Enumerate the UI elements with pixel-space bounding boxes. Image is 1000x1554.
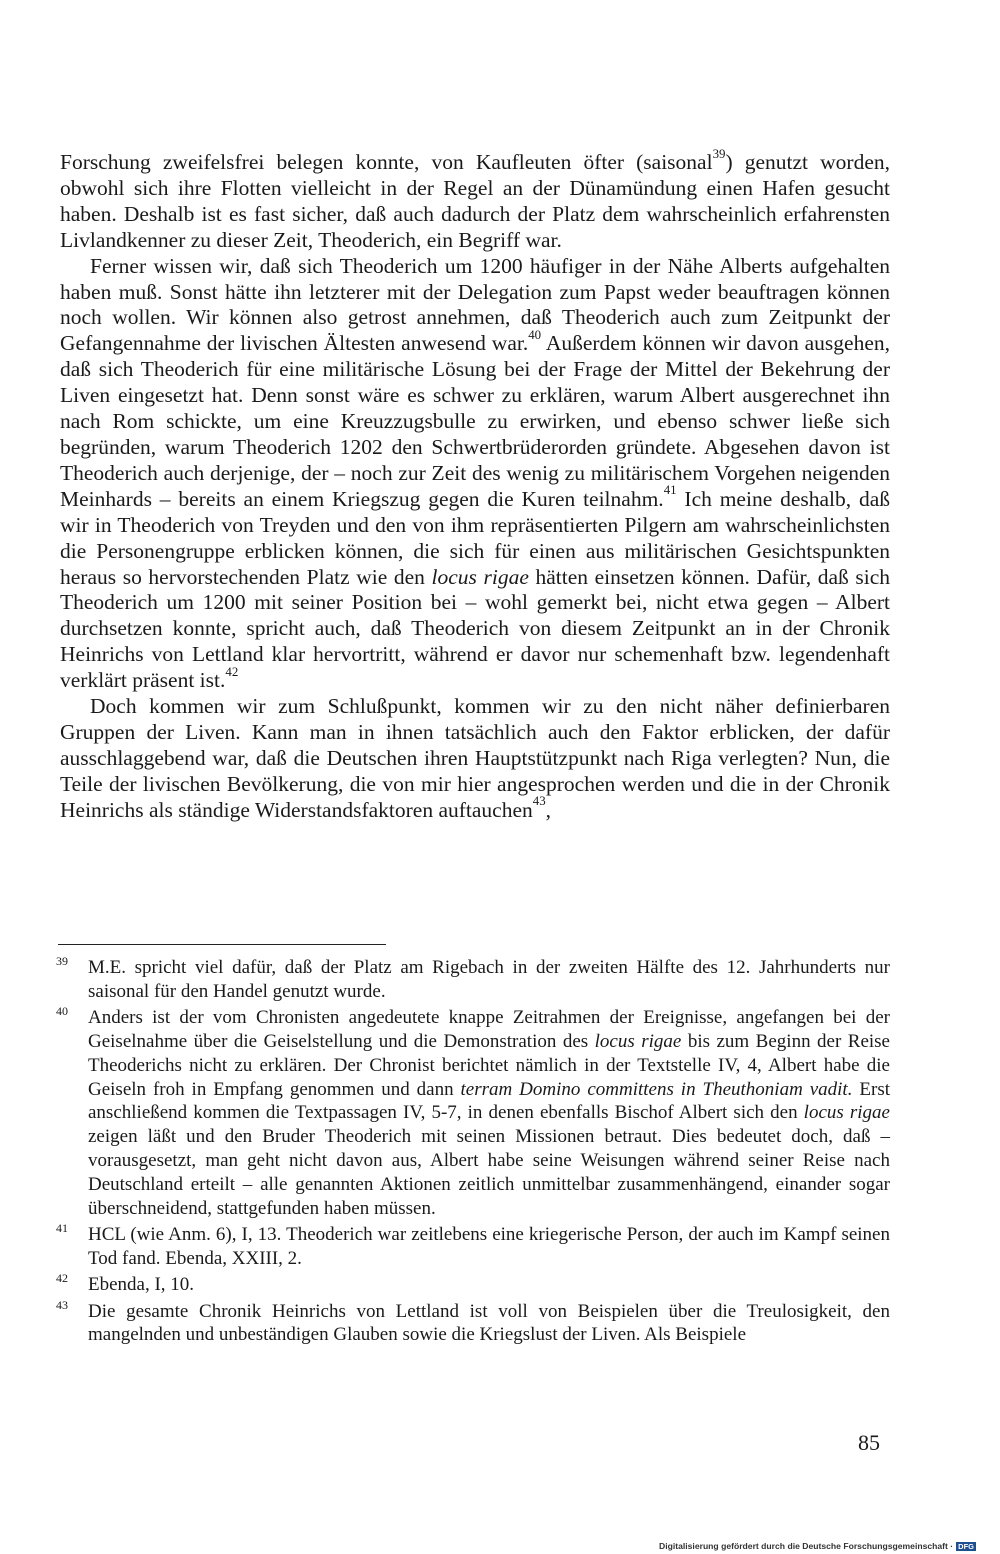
paragraph-3 <box>60 694 890 824</box>
paragraph-1-text-cont: ) genutzt worden, obwohl sich ihre Flotten vielleicht in der Regel an der Dünamündung einen Hafen gesucht haben. Deshalb ist es fast sicher, daß auch dadurch der Platz dem wahrscheinlich erfahrensten Livlandkenner zu dieser Zeit, Theoderich, ein Begriff war. <box>60 150 890 252</box>
footnote-text: HCL (wie Anm. 6), I, 13. Theoderich war zeitlebens eine kriegerische Person, der auch im Kampf seinen Tod fand. Ebenda, XXIII, 2. <box>88 1223 890 1269</box>
footnote-ref-42[interactable]: 42 <box>225 664 239 679</box>
footnote-number: 43 <box>56 1297 68 1312</box>
footnotes <box>56 956 890 1350</box>
footnote-number: 39 <box>56 954 68 968</box>
footnote-text: Erst anschließend kommen die Textpassagen IV, 5-7, in denen ebenfalls Bischof Albert sich den <box>88 1078 891 1124</box>
page-number: 85 <box>858 1430 880 1455</box>
paragraph-3-text-cont: , <box>545 797 552 822</box>
footnote-ref-43[interactable]: 43 <box>532 794 546 809</box>
dfg-logo: DFG <box>958 1541 974 1551</box>
footnote-number: 42 <box>56 1271 68 1286</box>
footnote-42 <box>56 1273 890 1297</box>
paragraph-2-text-cont-3: hätten einsetzen können. Dafür, daß sich Theoderich um 1200 mit seiner Position bei – wohl gemerkt bei, nicht etwa gegen – Albert durchsetzen konnte, spricht auch, daß Theoderich von diesem Zeitpunkt an in der Chronik Heinrichs von Lettland klar hervortritt, während er davor nur schemenhaft bzw. legendenhaft verklärt präsent ist. <box>60 564 890 693</box>
footnote-text: Ebenda, I, 10. <box>88 1274 195 1296</box>
footnote-text: Anders ist der vom Chronisten angedeutete knappe Zeitrahmen der Ereignisse, angefangen bei der Geiselnahme über die Geiselstellung und die Demonstration des <box>88 1007 890 1052</box>
footnote-divider <box>58 944 386 945</box>
footnote-text: bis zum Beginn der Reise Theoderichs nicht zu erklären. Der Chronist berichtet nämlich in der Textstelle IV, 4, Albert habe die Geiseln froh in Empfang genommen und dann <box>88 1030 890 1100</box>
footnote-43 <box>56 1297 890 1348</box>
main-text <box>60 146 891 824</box>
footnote-40 <box>56 1006 890 1220</box>
footnote-text: Die gesamte Chronik Heinrichs von Lettland ist voll von Beispielen über die Treulosigkeit, den mangelnden und unbeständigen Glauben sowie die Kriegslust der Liven. Als Beispiele <box>88 1300 890 1346</box>
footnote-39 <box>56 956 890 1004</box>
footnote-ref-41[interactable]: 41 <box>663 483 677 498</box>
footnote-text: M.E. spricht viel dafür, daß der Platz am Rigebach in der zweiten Hälfte des 12. Jahrhunderts nur saisonal für den Handel genutzt wurde. <box>88 957 890 1002</box>
paragraph-1-text: Forschung zweifelsfrei belegen konnte, von Kaufleuten öfter (saisonal <box>60 150 713 174</box>
dfg-funding-notice <box>659 1541 976 1551</box>
italic-term: locus rigae <box>803 1102 890 1124</box>
italic-quote: terram Domino committens in Theuthoniam vadit. <box>460 1078 853 1100</box>
footnote-41 <box>56 1220 890 1271</box>
paragraph-2 <box>60 254 890 694</box>
paragraph-2-text: Ferner wissen wir, daß sich Theoderich um 1200 häufiger in der Nähe Alberts aufgehalten haben muß. Sonst hätte ihn letzterer mit der Delegation zum Papst weder beauftragen können noch wollen. Wir können also getrost annehmen, daß Theoderich auch zum Zeitpunkt der Gefangennahme der livischen Ältesten anwesend war. <box>60 253 890 356</box>
paragraph-2-text-cont-2: Ich meine deshalb, daß wir in Theoderich von Treyden und den von ihm repräsentierten Pilgern am wahrscheinlichsten die Personengruppe erblicken können, die sich für einen aus militärischen Gesichtspunkten heraus so hervorstechenden Platz wie den <box>60 486 891 589</box>
italic-term: locus rigae <box>594 1030 682 1052</box>
paragraph-1 <box>60 146 890 254</box>
footnote-ref-39[interactable]: 39 <box>712 146 726 161</box>
paragraph-3-text: Doch kommen wir zum Schlußpunkt, kommen wir zu den nicht näher definierbaren Gruppen der Liven. Kann man in ihnen tatsächlich auch den Faktor erblicken, der dafür ausschlaggebend war, daß die Deutschen ihren Hauptstützpunkt nach Riga verlegten? Nun, die Teile der livischen Bevölkerung, die von mir hier angesprochen werden und die in der Chronik Heinrichs als ständige Widerstandsfaktoren auftauchen <box>60 694 890 822</box>
footnote-number: 41 <box>56 1220 68 1235</box>
dfg-notice-text: Digitalisierung gefördert durch die Deutsche Forschungsgemeinschaft · <box>659 1541 954 1551</box>
footnote-number: 40 <box>56 1004 68 1019</box>
paragraph-2-text-cont: Außerdem können wir davon ausgehen, daß sich Theoderich für eine militärische Lösung bei der Frage der Mittel der Bekehrung der Liven eingesetzt hat. Denn sonst wäre es schwer zu erklären, warum Albert ausgerechnet ihn nach Rom schickte, um eine Kreuzzugsbulle zu erwirken, und ebenso schwer ließe sich begründen, warum Theoderich 1202 den Schwertbrüderorden gründete. Abgesehen davon ist Theoderich auch derjenige, der – noch zur Zeit des wenig zu militärischem Vorgehen neigenden Meinhards – bereits an einem Kriegszug gegen die Kuren teilnahm. <box>60 331 890 511</box>
footnote-text: zeigen läßt und den Bruder Theoderich mit seinen Missionen betraut. Dies bedeutet doch, daß – vorausgesetzt, man geht nicht davon aus, Albert habe seine Weisungen während seiner Reise nach Deutschland erteilt – alle genannten Aktionen zeitlich unmittelbar zusammenhängend, einander sogar überschneidend, stattgefunden haben müssen. <box>88 1126 890 1219</box>
italic-locus-rigae: locus rigae <box>431 564 529 589</box>
footnote-ref-40[interactable]: 40 <box>528 327 542 342</box>
